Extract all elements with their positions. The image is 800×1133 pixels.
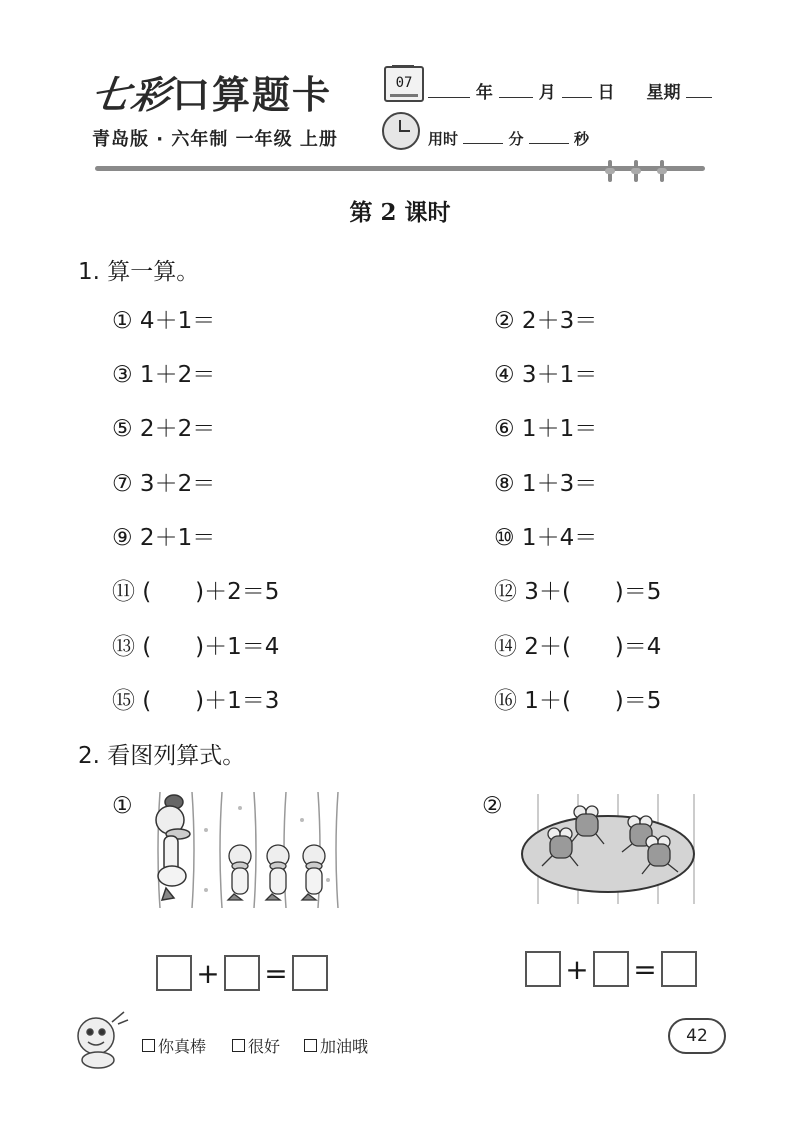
year-blank[interactable]: [428, 83, 470, 98]
divider-bead: [660, 160, 664, 182]
divider-bead: [634, 160, 638, 182]
checkbox[interactable]: [232, 1039, 245, 1052]
calendar-icon: [384, 66, 424, 102]
problem-10: ⑩ 1＋4＝: [494, 525, 598, 551]
problem-15: ⑮ ( )＋1＝3: [112, 688, 280, 714]
answer-box[interactable]: [156, 955, 192, 991]
picture-1-equation: [156, 955, 328, 991]
section-2-title: 2. 看图列算式。: [78, 743, 246, 769]
answer-box[interactable]: [224, 955, 260, 991]
brand-name: 口算题卡: [172, 73, 333, 117]
picture-2-equation: [525, 951, 697, 987]
problem-2: ② 2＋3＝: [494, 308, 598, 334]
problem-8: ⑧ 1＋3＝: [494, 471, 598, 497]
rating-excellent[interactable]: [142, 1034, 206, 1057]
answer-box[interactable]: [292, 955, 328, 991]
problem-14: ⑭ 2＋( )＝4: [494, 634, 662, 660]
picture-1-label: ①: [112, 793, 133, 819]
plus-sign: +: [196, 956, 220, 990]
time-used-line: [428, 128, 589, 149]
minutes-blank[interactable]: [463, 129, 503, 144]
day-blank[interactable]: [562, 83, 592, 98]
mascot-icon: [68, 1010, 130, 1070]
answer-box[interactable]: [525, 951, 561, 987]
date-line: [428, 78, 712, 103]
rating-label: 很好: [248, 1037, 281, 1056]
checkbox[interactable]: [142, 1039, 155, 1052]
equals-sign: =: [633, 952, 657, 986]
brand-title: [88, 64, 333, 119]
problem-11: ⑪ ( )＋2＝5: [112, 579, 280, 605]
checkbox[interactable]: [304, 1039, 317, 1052]
rating-label: 你真棒: [158, 1037, 207, 1056]
answer-box[interactable]: [661, 951, 697, 987]
problem-13: ⑬ ( )＋1＝4: [112, 634, 280, 660]
weekday-blank[interactable]: [686, 83, 712, 98]
rating-keep-trying[interactable]: [304, 1034, 368, 1057]
year-label: 年: [475, 83, 493, 103]
problem-4: ④ 3＋1＝: [494, 362, 598, 388]
seconds-label: 秒: [573, 130, 589, 148]
month-blank[interactable]: [499, 83, 533, 98]
problem-5: ⑤ 2＋2＝: [112, 416, 216, 442]
lesson-title: 第 2 课时: [349, 199, 451, 226]
problem-9: ⑨ 2＋1＝: [112, 525, 216, 551]
problem-7: ⑦ 3＋2＝: [112, 471, 216, 497]
plus-sign: +: [565, 952, 589, 986]
weekday-label: 星期: [646, 83, 681, 103]
month-label: 月: [538, 83, 556, 103]
brand-qi: 七彩: [88, 72, 175, 117]
ducks-illustration: [152, 790, 342, 910]
answer-box[interactable]: [593, 951, 629, 987]
picture-2-label: ②: [482, 793, 503, 819]
equals-sign: =: [264, 956, 288, 990]
calendar-day: 07: [395, 75, 413, 91]
problem-1: ① 4＋1＝: [112, 308, 216, 334]
divider-bead: [608, 160, 612, 182]
problem-3: ③ 1＋2＝: [112, 362, 216, 388]
problem-6: ⑥ 1＋1＝: [494, 416, 598, 442]
clock-icon: [382, 112, 420, 150]
section-1-title: 1. 算一算。: [78, 259, 200, 285]
time-used-label: 用时: [428, 130, 459, 148]
rating-label: 加油哦: [320, 1037, 369, 1056]
day-label: 日: [597, 83, 615, 103]
minutes-label: 分: [508, 130, 524, 148]
frogs-illustration: [518, 794, 704, 904]
problem-16: ⑯ 1＋( )＝5: [494, 688, 662, 714]
rating-good[interactable]: [232, 1034, 280, 1057]
problem-12: ⑫ 3＋( )＝5: [494, 579, 662, 605]
edition-label: 青岛版 · 六年制 一年级 上册: [92, 129, 338, 150]
page-number: 42: [668, 1018, 726, 1054]
seconds-blank[interactable]: [529, 129, 569, 144]
